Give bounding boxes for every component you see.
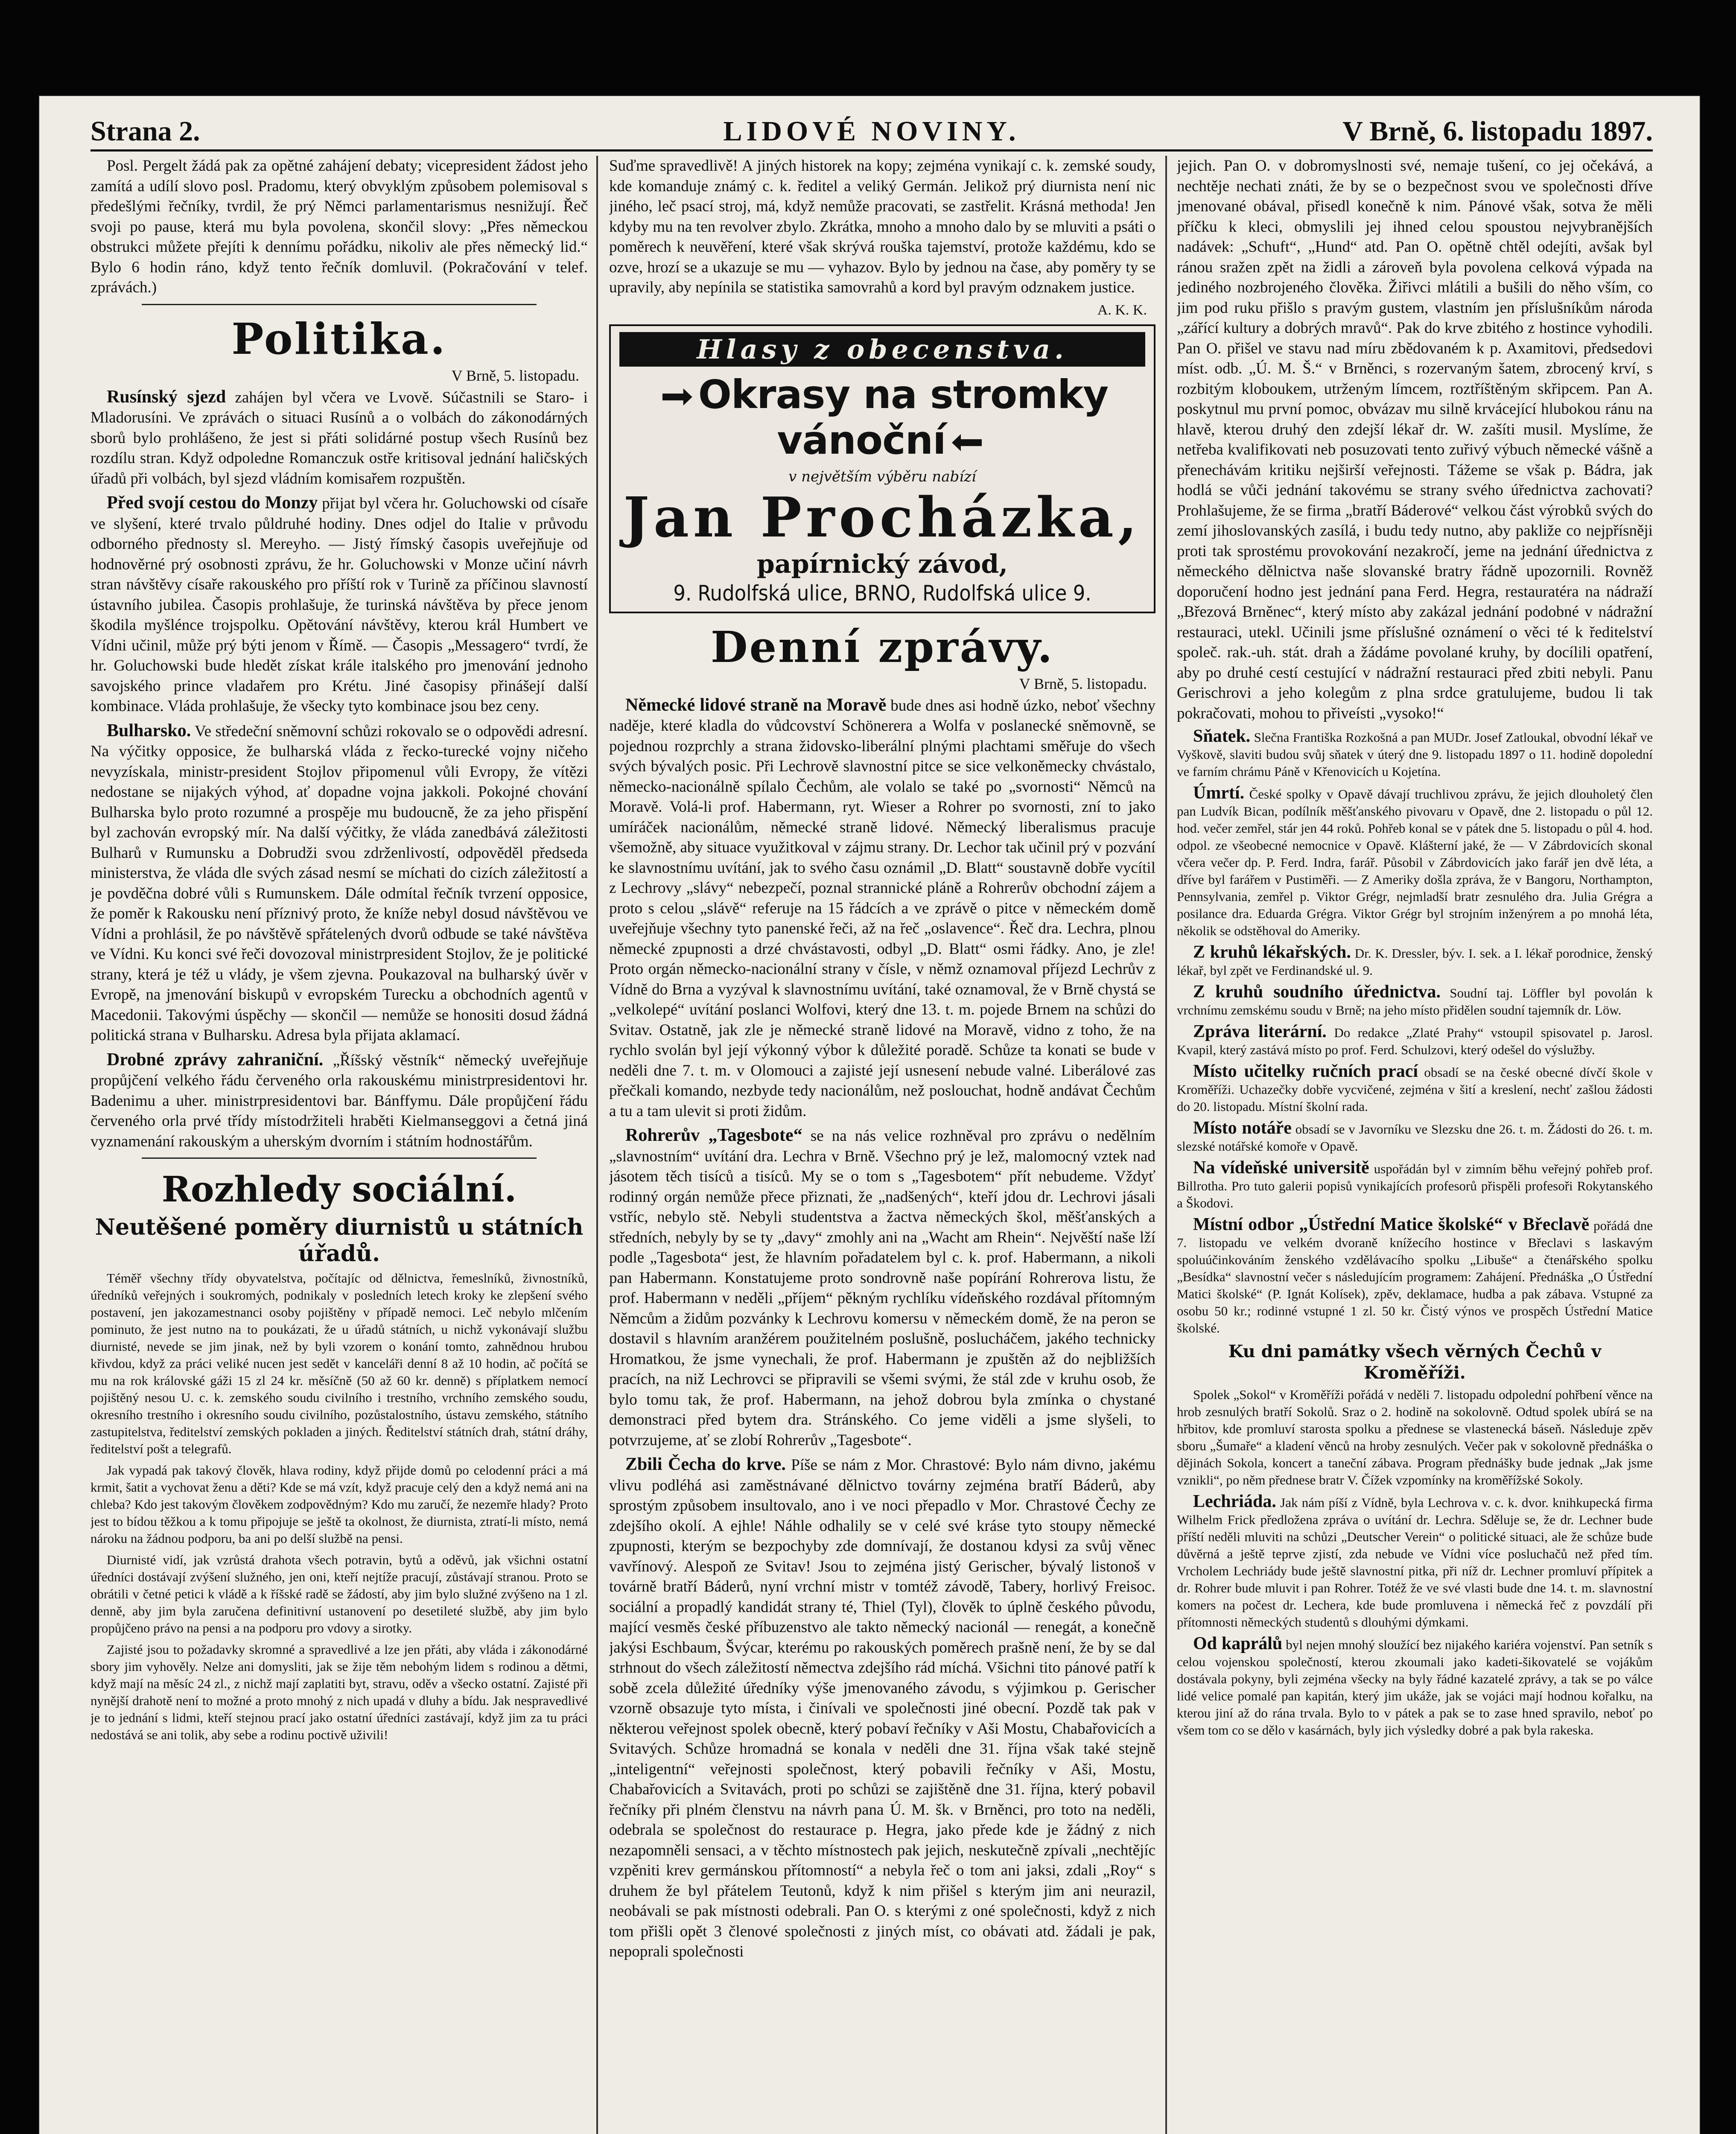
article-text: se na nás velice rozhněval pro zprávu o nedělním „slavnostním“ uvítání dra. Lechra v Brně. Všechno prý je lež, malomocný vztek nad jásotem těch tisíců a tisíců. My se o tom s „Tagesbotem“ přít nebudeme. Vždyť rodinný orgán nemůže přece přiznati, že „nadšených“, kteří jdou dr. Lechrovi jásali vstříc, nebylo stě. Nebyli studentstva a žactva německých škol, měšťanských a středních, nebyly by se ty „davy“ zmohly ani na „Wacht am Rhein“. Nejvěští naše lží podle „Tagesbota“ jest, že hlavním pořadatelem byl c. k. prof. Habermann, a nikoli pan Habermann. Konstatujeme proto sondrovně naše popírání Rohrerova listu, že prof. Habermann v neděli „příjem“ pěkným rychlíku vídeňského rozdával přítomným Němcům a židům pozvánky k Lechrovu komersu v německém domě, že na peron se dostavil s hlavním aranžérem použitelném poslušně, poslucháčem, jakého technicky Hromatkou, že jsme vynechali, že prof. Habermann je zpuštěn až do nejbližších pracích, na niž Lechrovci se připravili se všemi svými, že stál zde v kruhu osob, že bylo tomu tak, že prof. Habermann, na jehož dobrou byla zmínka o chystané demonstraci před bytem dra. Stránského. Co jeme viděli a jsme slyšeli, to potvrzujeme, ať se zlobí Rohrerův „Tagesbote“. — [609, 1127, 1155, 1449]
zbili-continuation: jejich. Pan O. v dobromyslnosti své, nemaje tušení, co jej očekává, a nechtěje nechati znáti, že by se o bezpečnost svou ve společnosti dříve jmenované obával, přisedl konečně k nim. Pánové však, sotva že měli příčku k kleci, obmyslili jej ihned celou spoustou nejvybranějších nadávek: „Schuft“, „Hund“ atd. Pan O. opětně chtěl odejíti, avšak byl ránou sražen zpět na židli a zároveň byla povolena celková výpada na jediného nozbrojeného člověka. Žiřivci mlátili a bušili do něho vším, co jim pod ruku přišlo s pravým gustem, vlastním jen příslušníkům národa „zářící kultury a dobrých mravů“. Pak do krve zbitého z hostince vyhodili. Pan O. přišel ve stavu nad míru zbědovaném k p. Axamitovi, předsedovi míst. odb. „Ú. M. Š.“ v Brněnci, s rozervaným šatem, zbrocený krví, s rozbitým kloboukem, utrženým límcem, roztříštěným skřipcem. Pan A. poskytnul mu první pomoc, obvázav mu silně krvácející hlubokou ránu na hlavě, kterou druhý den zdejší lékař dr. W. zašíti musil. Myslíme, že netřeba kvalifikovati neb posuzovati tento zuřivý výbuch německé vášně a přenechávám kritiku nejširší veřejnosti. Tážeme se však p. Bádra, jak hodlá se vůči jednání takovému se strany svého úřednictva zachovati? Prohlašujeme, že se firma „bratří Báderové“ velkou část výrobků svých do zemí jihoslovanských zasílá, i budu tedy nutno, aby pakliže co nejpřísněji proti tak sprostému provokování nezakročí, jeme na jednání úřednictva z německého dělnictva naše slovanské bratry řádně upozornili. Rovněž doporučení hodno jest jednání pana Ferd. Hegra, restauratéra na nádraží „Březová Brněnec“, který místo aby zakázal jednání podobné v nádražní restauraci, utekl. Učinili jsme příslušné oznámení o věci té k ředitelství společ. rak.-uh. stát. drah a žádáme povolané kruhy, by docílili opatření, aby po druhé cestí cestující v nádražní restauraci před zbiti nebyli. Panu Gerischrovi a jeho kolegům z plna srdce gratulujeme, budou li tak pokračovati, mohou to přiveísti „vysoko!“ — [1177, 157, 1653, 722]
article-heading: Od kaprálů — [1193, 1634, 1283, 1653]
section-title-politika: Politika. — [231, 313, 447, 364]
article-text: „Říšský věstník“ německý uveřejňuje propůjčení velkého řádu červeného orla rakouskému ministrpresidentovi hr. Badenimu a uher. ministrpresidentovi bar. Bánffymu. Dále propůjčení řádu červeného orla prvé třídy místodržiteli hraběti Kielmanseggovi a četná jiná vyznamenání rakouským a uherským dvorním i státním hodnostářům. — [90, 1051, 588, 1150]
article-zbili — [609, 1455, 1155, 1962]
article-heading: Na vídeňské universitě — [1193, 1158, 1369, 1178]
article-misto-ucitelky — [1177, 1063, 1653, 1115]
article-misto-notare — [1177, 1119, 1653, 1155]
newspaper-page — [39, 96, 1700, 2134]
article-text: České spolky v Opavě dávají truchlivou zprávu, že jejich dlouholetý člen pan Ludvík Bican, podílník měšťanského pivovaru v Opavě, dne 2. listopadu o půl 12. hod. večer zemřel, stár jen 44 roků. Pohřeb konal se v pátek dne 5. listopadu o půl 4. hod. odpol. ze všeobecné nemocnice v Opavě. Klášterní jaké, že — V Zábrdovicích skonal včera večer dp. P. Ferd. Indra, farář. Působil v Zábrdovicích jako farář jen dvě léta, a dříve byl farářem v Pustiměři. — Z Ameriky došla zpráva, že v Bangoru, Northampton, Pennsylvania, zemřel p. Viktor Grégr, nejmladší bratr zesnulého dra. Julia Grégra a posilance dra. Eduarda Grégra. Viktor Grégr byl strojním inženýrem a po mnohá léta, několik se odstěhoval do Ameriky. — [1177, 787, 1653, 938]
diurniste-paragraph: Téměř všechny třídy obyvatelstva, počítajíc od dělnictva, řemeslníků, živnostníků, úředníků veřejných i soukromých, podnikaly v posledních letech kroky ke zlepšení svého postavení, jen jakozamestnanci osoby pojištěny v případě nemoci. Leč nebylo mlčením pominuto, že jest nutno na to poukázati, že u úřadů státních, u nichž vykonávají službu diurnisté, nevede se jim jinak, než by byli vzorem o konání tomto, zahnědnou hrubou křivdou, když za práci veliké nucen jest sedět v kanceláři denní 8 až 10 hodin, ač počítá se mu na rok královské gáži 15 zl 24 kr. měsíčně (50 až 60 kr. denně) s příplatkem nemocí pojištěný nesou U. c. k. zemského soudu civilního i trestního, vrchního zemského soudu, okresního trestního i okresního soudu civilního, pozůstalostního, ústavu zemského, státního zastupitelstva, ředitelství zemských pokladen a jiných. Ředitelství státních drah, státní dráhy, ředitelství pošt a telegrafů. — [90, 1271, 588, 1456]
article-heading: Před svojí cestou do Monzy — [107, 493, 318, 513]
separator — [142, 304, 537, 305]
article-heading: Zpráva literární. — [1193, 1022, 1327, 1041]
article-text: Slečna Františka Rozkošná a pan MUDr. Josef Zatloukal, obvodní lékař ve Vyškově, slaviti budou svůj sňatek v úterý dne 9. listopadu 1897 o 11. hodině dopolední ve farním chrámu Páně v Křenovicích u Kojetína. — [1177, 730, 1653, 779]
dateline: V Brně, 5. listopadu. — [1019, 675, 1147, 692]
ad-company-type: papírnický závod, — [756, 549, 1008, 579]
article-heading: Sňatek. — [1193, 726, 1251, 746]
article-zprava-literarni — [1177, 1023, 1653, 1058]
header-rule — [90, 149, 1653, 152]
article-videnska-universita — [1177, 1159, 1653, 1212]
article-text: pořádá dne 7. listopadu ve velkém dvoraně knížecího hostince v Břeclavi s laskavým spoluúčinkováním ženského vzdělávacího spolku „Libuše“ a čtenářského spolku „Besídka“ slavnostní večer s následujícím programem: Zahájení. Přednáška „O Ústřední Matici školské“ (P. Ignát Kolísek), zpěv, deklamace, hudba a pak zábava. Vstupné za osobu 50 kr.; rodinné vstupné 1 zl. 50 kr. Čistý výnos ve prospěch Ústřední Matice školské. — [1177, 1218, 1653, 1335]
column-3 — [1177, 156, 1653, 2134]
diurniste-paragraph: Jak vypadá pak takový člověk, hlava rodiny, když přijde domů po celodenní práci a má krmit, šatit a vychovat ženu a děti? Kde se má vzít, když pracuje celý den a když nemá ani na chleba? Kdo jest takovým člověkem zodpovědným? Kdo mu zaručí, že nezemře hlady? Proto jest to bídou těžkou a k tomu připojuje se ještě ta okolnost, že diurnista, ztratí-li místo, nemá nároku na žádnou podporu, ba ani po delší službě na pensi. — [90, 1463, 588, 1546]
diurniste-continuation: Suďme spravedlivě! A jiných historek na kopy; zejména vynikají c. k. zemské soudy, kde komanduje známý c. k. ředitel a veliký Germán. Jelikož prý diurnista není nic jiného, leč psací stroj, má, když nemůže pracovati, se zastřelit. Krásná methoda! Jen kdyby mu na ten revolver zbylo. Zkrátka, mnoho a mnoho dalo by se mluviti a psáti o poměrech k neuvěření, které však skrývá rouška tajemství, protože každému, kdo se ozve, hrozí se a ukazuje se mu — vyhazov. Bylo by jednou na čase, aby poměry ty se upravily, aby nepínila se statistika samovrahů a kord byl pravým odznakem justice. — [609, 157, 1155, 296]
section-title-rozhledy: Rozhledy sociální. — [161, 1169, 517, 1210]
parliament-paragraph: Posl. Pergelt žádá pak za opětné zahájení debaty; vicepresident žádost jeho zamítá a udílí slovo posl. Pradomu, který obvyklým způsobem polemisoval s předešlými řečníky, tvrdil, že prý Němci parlamentarismus nesnižují. Řeč svoji po pause, která mu byla povolena, skončil slovy: „Přes německou obstrukci můžete přejíti k dennímu pořádku, nikoliv ale přes německý lid.“ Bylo 6 hodin ráno, když tento řečník domluvil. (Pokračování v telef. zprávách.) — [90, 157, 588, 296]
article-rusinsky — [90, 387, 588, 489]
ad-address: 9. Rudolfská ulice, BRNO, Rudolfská ulice 9. — [673, 580, 1091, 606]
article-text: Dr. K. Dressler, býv. I. sek. a I. lékař porodnice, ženský lékař, byl zpět ve Ferdinandské ul. 9. — [1177, 946, 1653, 978]
article-heading: Místo notáře — [1193, 1118, 1292, 1138]
ad-banner: Hlasy z obecenstva. — [619, 332, 1145, 367]
pointing-hand-icon — [662, 388, 692, 405]
article-text: Do redakce „Zlaté Prahy“ vstoupil spisovatel p. Jarosl. Kvapil, který zastává místo po prof. Ferd. Schulzovi, který odešel do výslužby. — [1177, 1025, 1653, 1057]
article-kudni: Spolek „Sokol“ v Kroměříži pořádá v neděli 7. listopadu odpolední pohřbení věnce na hrob zesnulých bratří Sokolů. Sraz o 2. hodině na sokolovně. Odtud spolek ubírá se na hřbitov, kde promluví starosta spolku a přednese se vlastenecká báseň. Následuje zpěv sboru „Šumaře“ a kladení věnců na hroby zesnulých. Večer pak v sokolovně přednáška o dějinách Sokola, koncert a taneční zábava. Program přednášky bude jednak „Jak jsme vznikli“, po něm přednese bratr V. Čížek vzpomínky na kroměřížské Sokoly. — [1177, 1387, 1653, 1487]
article-bulharsko — [90, 721, 588, 1046]
article-kruh-soudni — [1177, 983, 1653, 1019]
ad-company-name: Jan Procházka, — [623, 485, 1141, 550]
article-monza — [90, 493, 588, 717]
article-text: obsadí se v Javorníku ve Slezsku dne 26. t. m. Žádosti do 26. t. m. slezské notářské komoře v Opavě. — [1177, 1122, 1653, 1154]
article-text: Píše se nám z Mor. Chrastové: Bylo nám divno, jakému vlivu podléhá asi zaměstnávané dělnictvo továrny zejména bratří Báderů, aby sprostým způsobem insultovalo, ano i ve noci přepadlo v Mor. Chrastové Čechy ze zdejšího okolí. A ejhle! Náhle odhalily se v celé své kráse tyto stoupy německé zpupnosti, kterým se bezpochyby zde domnívají, že dostanou kdysi za svůj věnec vavřínový. Alespoň ze Svitav! Jsou to zejména jistý Gerischer, bývalý listonoš v továrně bratří Báderů, nyní vrchní mistr v tomtéž závodě, Tabery, horlivý Freisoc. sociální a propadlý kandidát strany té, Thiel (Tyl), člověk to úplně českého původu, mající vesměs české příbuzenstvo ale takto německý nacionál — renegát, a konečně jakýsi Eschbaum, Švýcar, kterému po rakouských poměrech prašně není, že by se dal strhnout do všech záležitostí němectva zdejšího rád míchá. Všichni tito pánové patří k sobě zcela důležité úředníky výše jmenovaného závodu, s výjimkou p. Gerischer vzorně obsazuje tyto místa, i činívali ve společnosti jiné obecní. Pozdě tak pak v některou veřejnost spolek obecně, který pobaví řečníky v Aši Mostu, Chabařovicích a Svitavých. Schůze hromadná se konala v neděli dne 31. října však také stejně „inteligentní“ veřejnosti společnost, který pobavili řečníky v Aši, Mostu, Chabařovicích a Svitavách, proti po schůzi se zajištěně dne 31. října, který pobavil řečníky při plném členstvu na návrh pana Ú. M. šk. v Brněnci, pro toto na neděli, odebrala se společnost do restaurace p. Hegra, jako přede kde je žádný z nich nezapomněli sensaci, a v těchto místnostech pak jejich, neskutečně zpívali „nechtějíc vzpěniti krev germánskou přítomností“ a nebyla řeč o tom ani jaksi, zdali „Roy“ s druhem že byl přátelem Teutonů, když k nim přišel s kterým jim ani neurazil, neobávali se pak místnosti odebrali. Pan O. s kterými z oné společnosti, když z nich tom přišli opět 3 členové společnosti z jiných míst, co obávati atd. žádali je pak, nepoprali společnosti — [609, 1456, 1155, 1960]
article-title-diurniste: Neutěšené poměry diurnistů u státních úřadů. — [95, 1214, 584, 1267]
article-heading: Místo učitelky ručních prací — [1193, 1061, 1418, 1081]
page-number: Strana 2. — [90, 116, 200, 147]
article-mistni-odbor — [1177, 1216, 1653, 1337]
article-text: Ve středeční sněmovní schůzi rokovalo se o odpovědi adresní. Na výčitky opposice, že bulharská vláda z řecko-turecké vojny ničeho nevyzískala, ministr-president Stojlov připomenul vůli Evropy, že vítězi nedostane se nijakých výhod, ať dopadne vojna jakkoli. Pokojné chování Bulharska bylo proto rozumné a prospěje mu budoucně, že za jeho přispění byl zachován evropský mír. Na další výčitky, že vláda zanedbává záležitosti Bulharů v Rumunsku a Dobrudži svou zdrženlivostí, odpověděl předseda ministerstva, že vláda dle svých zásad nesmí se míchati do cizích záležitostí a je povděčna dobré vůli s Rumunskem. Dále odmítal řečník tvrzení opposice, že poměr k Rakousku není příznivý proto, že kníže nebyl dosud návštěvou ve Vídni a prohlásil, že po návštěvě spřátelených dvorů odbude se také návštěva ve Vídni. Ku konci své řeči dovozoval ministrpresident Stojlov, že je politické strany, která je též u vlády, je všem zjevna. Poukazoval na bulharský úvěr v Evropě, na jmenování biskupů v evropském Turecku a obchodních agentů v Macedonii. Takovými úspěchy — skončil — nemůže se honositi dosud žádná politická strana v Bulharsku. Adresa byla přijata aklamací. — [90, 722, 588, 1044]
article-text: uspořádán byl v zimním běhu veřejný pohřeb prof. Billrotha. Pro tuto galerii popisů vynikajících profesorů přispěli profesoři Rokytanského a Škodovi. — [1177, 1161, 1653, 1210]
article-text: přijat byl včera hr. Goluchowski od císaře ve slyšení, které trvalo půldruhé hodiny. Dnes odjel do Italie v průvodu odborného přednosty sl. Mereyho. — Jistý římský časopis uveřejňuje od hodnověrné prý osobnosti zprávu, že hr. Goluchowski v Monze učiní návrh stran návštěvy císaře rakouského pro příští rok v Turině za příčinou slavností ústavního jubilea. Časopis prohlašuje, že turinská návštěva by přece jenom škodila myšlénce trojspolku. Opětování návštěvy, kterou král Humbert ve Vídni učinil, může prý býti jenom v Římě. — Časopis „Messagero“ tvrdí, že hr. Goluchowski bude hledět získat krále italského pro jmenování jednoho savojského prince vladařem pro Krétu. Jiné časopisy přinášejí další kombinace. Vláda prohlašuje, že všecky tyto kombinace jsou bez ceny. — [90, 495, 588, 715]
pointing-hand-icon — [952, 434, 982, 451]
article-title-kudni: Ku dni památky všech věrných Čechů v Kroměříži. — [1228, 1341, 1602, 1383]
advertisement — [609, 324, 1155, 613]
section-title-denni: Denní zprávy. — [710, 621, 1054, 672]
article-heading: Lechriáda. — [1193, 1492, 1276, 1511]
article-text: byl nejen mnohý sloužící bez nijakého kariéra vojenství. Pan setník s celou vojenskou společností, kterou zkoumali jako kadeti-šikovatelé se vojákům dostávala pokyny, byli zejména všecky na byly řádné kazatelé zprávy, a tak se po válce lidé velice pomalé pan kapitán, který jim ukáže, jak se vojáci mají hodnou kořalku, na kterou jiní až do rána trvala. Bylo to v pátek a pak se to zase hned spravilo, neboť po všem tom co se dělo v kasárnách, byly jich výsledky dobré a pak byla rakeska. — [1177, 1637, 1653, 1738]
ad-headline-text: Okrasy na stromky vánoční — [698, 371, 1109, 463]
article-heading: Zbili Čecha do krve. — [625, 1455, 786, 1474]
article-drobne — [90, 1050, 588, 1152]
article-nemecke — [609, 695, 1155, 1122]
ad-headline — [619, 372, 1145, 463]
article-text: obsadí se na české obecné dívčí škole v Kroměříži. Uchazečky dobře vycvičené, zejména v šití a kreslení, nechť zašlou žádosti do 20. listopadu. Místní školní rada. — [1177, 1065, 1653, 1114]
column-divider — [1165, 156, 1167, 2134]
diurniste-paragraph: Zajisté jsou to požadavky skromné a spravedlivé a lze jen přáti, aby vláda i zákonodárné sbory jim vyhověly. Nelze ani domysliti, jak se žije těm nebohým lidem s rodinou a dětmi, když mají na měsíc 24 zl., z nichž mají zaplatiti byt, stravu, oděv a všecko ostatní. Zajisté při nynější drahotě není to možné a proto mnohý z nich upadá v dluhy a bídu. Jak nespravedlivé je to jednání s lidmi, kteří stejnou prací jako ostatní úředníci zastávají, když jim za tu práci nedostává se ani tolik, aby sebe a rodinu poctivě uživili! — [90, 1642, 588, 1742]
article-od-kapralu — [1177, 1635, 1653, 1739]
article-heading: Bulharsko. — [107, 720, 191, 740]
column-1 — [90, 156, 588, 2134]
diurniste-paragraph: Diurnisté vidí, jak vzrůstá drahota všech potravin, bytů a oděvů, jak všichni ostatní úředníci dostávají zvýšení služného, jen oni, kteří nejtíže pracují, zůstávají stranou. Proto se obrátili v četné petici k vládě a k říšské radě se žádostí, aby jim bylo služné zvýšeno na 1 zl. denně, aby jim byla zaručena definitivní ustanovení po desetileté službě, aby jim bylo propůjčeno právo na pensi a na podporu pro vdovy a sirotky. — [90, 1552, 588, 1635]
dateline: V Brně, 5. listopadu. — [451, 367, 579, 384]
article-text: zahájen byl včera ve Lvově. Súčastnili se Staro- i Mladorusíni. Ve zprávách o situaci Rusínů a o volbách do zákonodárných sborů bylo prohlášeno, že jest si přáti solidárné postup všech Rusínů bez rozdílu stran. Když odpoledne Romanczuk ostře kritisoval jednání haličských úřadů při volbách, byl sjezd vládním komisařem rozpuštěn. — [90, 388, 588, 487]
article-heading: Rusínský sjezd — [107, 387, 226, 407]
article-heading: Z kruhů lékařských. — [1193, 942, 1351, 962]
article-umrti — [1177, 784, 1653, 939]
issue-date: V Brně, 6. listopadu 1897. — [1342, 116, 1653, 147]
author-signature: A. K. K. — [1097, 302, 1147, 318]
article-heading: Místní odbor „Ústřední Matice školské“ v Břeclavě — [1193, 1215, 1590, 1234]
article-heading: Drobné zprávy zahraniční. — [107, 1050, 324, 1070]
article-text: Jak nám píší z Vídně, byla Lechrova v. c. k. dvor. knihkupecká firma Wilhelm Frick předložena zpráva o uvítání dr. Lechra. Sděluje se, že dr. Lechner bude příští neděli mluviti na schůzi „Deutscher Verein“ o politické situaci, ale že schůze bude důvěrná a ještě teprve zjistí, zda nebude ve Vídni více posluchačů než před tím. Vrcholem Lechriády bude ještě slavnostní pitka, při níž dr. Lechner promluví přípitek a dr. Rohrer bude mluvit i pan Rohrer. Totéž že ve své vlasti bude dne 14. t. m. slavnostní komers na počest dr. Lechera, kde bude promluvena i německá řeč z povzdálí při přítomnosti německých studentů s dlouhými dýmkami. — [1177, 1495, 1653, 1630]
article-rohrer — [609, 1125, 1155, 1450]
article-lechriada — [1177, 1493, 1653, 1631]
column-divider — [596, 156, 598, 2134]
newspaper-title: LIDOVÉ NOVINY. — [723, 116, 1020, 147]
article-kruh-lekarsky — [1177, 944, 1653, 979]
column-2 — [609, 156, 1155, 2134]
article-text: Soudní taj. Löffler byl povolán k vrchnímu zemskému soudu v Brně; na jeho místo přidělen soudní tajemník dr. Löw. — [1177, 985, 1653, 1017]
article-heading: Německé lidové straně na Moravě — [625, 695, 887, 715]
article-satek — [1177, 728, 1653, 780]
article-text: bude dnes asi hodně úzko, neboť všechny naděje, které kladla do vůdcovství Schönerera a Wolfa v poslanecké sněmovně, se pojednou rozprchly a strana židovsko-liberální plnými plachtami směřuje do všech svých bývalých posic. Při Lechrově slavnostní pitce se sice velkoněmecky chvástalo, německo-nacionálně spílalo Čechům, ale volalo se také po „svornosti“ Němců na Moravě. Volá-li prof. Habermann, ryt. Wieser a Rohrer po svornosti, zní to jako umíráček nacionálům, německé straně lidové. Německý liberalismus pracuje všemožně, aby situace využitkoval v zájmu strany. Dr. Lechor tak učinil prý v pozvání ke slavnostnímu uvítání, jak to svého času oznámil „D. Blatt“ soustavně dobře vycítil z Lechrovy „slávy“ nebezpečí, poznal strannické pláně a Rohrerův obchodní zájem a proto s celou „slávě“ referuje na 15 řádcích a ve zprávě o pitce v německém domě uveřejňuje všechny tyto panenské řeči, až na řeč „oslavence“. Řeč dra. Lechra, plnou německé zpupnosti a drzé chvástavosti, odbyl „D. Blatt“ osmi řádky. Ano, je zle! Proto orgán německo-nacionální strany v čísle, v němž oznamoval příjezd Lechrův z Vídně do Brna a vyzýval k slavnostnímu uvítání, také oznamoval, že v Brně chystá se „velkolepé“ uvítání poslanci Wolfovi, který dne 13. t. m. pojede Brnem na schůzi do Svitav. Ostatně, jak zle je německé straně lidové na Moravě, vidno z toho, že na rychlo svolán byl její výkonný výbor k důležité poradě. Schůze ta konati se bude v neděli dne 7. t. m. v Olomouci a zajisté její usnesení nebude valné. Liberálové zas přečkali komando, nezbyde tedy nacionálům, než poslouchat, hodně andávat Čechům a tu a tam ulevit si proti židům. — [609, 697, 1155, 1120]
article-heading: Z kruhů soudního úřednictva. — [1193, 982, 1441, 1002]
separator — [142, 1157, 537, 1159]
article-heading: Rohrerův „Tagesbote“ — [625, 1125, 802, 1145]
article-heading: Úmrtí. — [1193, 783, 1245, 803]
ad-subline: v největším výběru nabízí — [788, 468, 976, 485]
